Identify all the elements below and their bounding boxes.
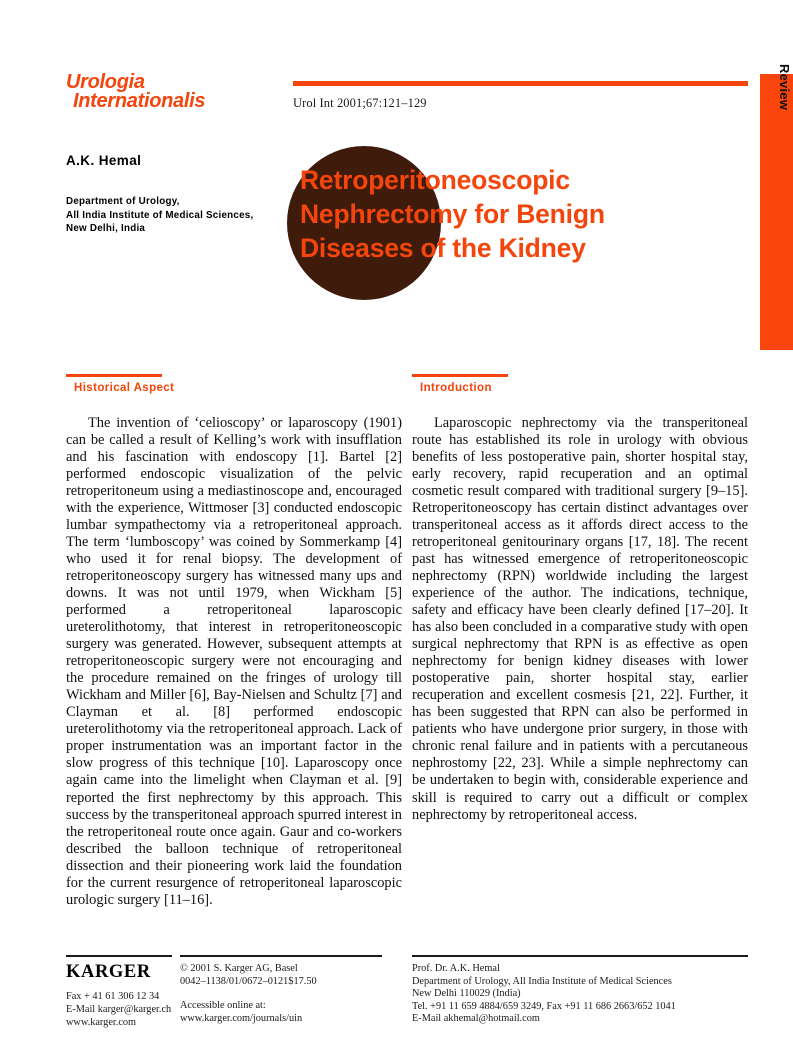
body-paragraph-introduction: Laparoscopic nephrectomy via the transperitoneal route has established its role in urology with obvious benefits of less postoperative pain, shorter hospital stay, early recovery, rapid recuperation and an optimal cosmetic result compared with traditional surgery [9–15]. Retroperitoneoscopy has certain distinct advantages over transperitoneal access as it affords direct access to the retroperitoneal genitourinary organs [17, 18]. The recent past has witnessed emergence of retroperitoneoscopic nephrectomy (RPN) worldwide including the largest experience of the author. The indications, technique, safety and efficacy have been clearly defined [17–20]. It has also been concluded in a comparative study with open surgical nephrectomy that RPN is as effective as open nephrectomy for benign kidney diseases with lower postoperative pain, shorter hospital stay, earlier recuperation and excellent cosmesis [21, 22]. Further, it has been suggested that RPN can also be performed in patients who have undergone prior surgery, in those with chronic renal failure and in patients with a percutaneous nephrostomy [22, 23]. While a simple nephrectomy can be undertaken to begin with, considerable experience and skill is required to carry out a difficult or complex nephrectomy by retroperitoneal access.	[412, 414, 748, 823]
article-title-line-1: Retroperitoneoscopic	[300, 165, 570, 195]
footer-rule-middle	[180, 955, 382, 957]
affiliation-line-2: All India Institute of Medical Sciences,	[66, 209, 254, 221]
publisher-contact	[66, 990, 171, 1029]
article-title-line-2: Nephrectomy for Benign	[300, 199, 605, 229]
header-rule	[293, 81, 748, 86]
online-access-label: Accessible online at:	[180, 1000, 266, 1011]
section-tab	[760, 64, 793, 350]
journal-logo-line2: Internationalis	[73, 90, 206, 112]
affiliation-line-3: New Delhi, India	[66, 223, 146, 234]
footer-rule-left	[66, 955, 172, 957]
corresponding-author-city: New Delhi 110029 (India)	[412, 988, 521, 1000]
article-title	[300, 163, 700, 265]
section-heading-historical-aspect: Historical Aspect	[74, 381, 175, 394]
footer-rule-right	[412, 955, 748, 957]
article-title-line-3: Diseases of the Kidney	[300, 233, 586, 263]
publisher-logo: KARGER	[66, 962, 151, 982]
section-heading-rule	[66, 374, 162, 377]
left-column	[66, 374, 402, 909]
corresponding-author-block	[412, 963, 676, 1026]
corresponding-author-phone: Tel. +91 11 659 4884/659 3249, Fax +91 11 686 2663/652 1041	[412, 1000, 676, 1012]
section-heading-rule	[412, 374, 508, 377]
author-affiliation	[66, 195, 253, 236]
section-tab-label: Review	[777, 64, 792, 111]
corresponding-author-department: Department of Urology, All India Institute of Medical Sciences	[412, 975, 672, 987]
journal-logo-line1: Urologia	[66, 71, 145, 93]
body-paragraph-historical-aspect: The invention of ‘celioscopy’ or laparoscopy (1901) can be called a result of Kelling’s work with insufflation and his fascination with endoscopy [1]. Bartel [2] performed endoscopic visualization of the pelvic retroperitoneum using a mediastinoscope and, encouraged with the experience, Wittmoser [3] conducted endoscopic lumbar sympathectomy via a retroperitoneal approach. The term ‘lumboscopy’ was coined by Sommerkamp [4] who used it for renal biopsy. The development of retroperitoneoscopy surgery has witnessed many ups and downs. It was not until 1979, when Wickham [5] performed a retroperitoneal laparoscopic ureterolithotomy, that interest in retroperitoneoscopic surgery was generated. However, subsequent attempts at retroperitoneoscopic surgery were not encouraging and the procedure remained on the fringes of urology till Wickham and Miller [6], Bay-Nielsen and Schultz [7] and Clayman et al. [8] performed endoscopic ureterolithotomy via the retroperitoneal approach. Lack of proper instrumentation was an important factor in the slow progress of this technique [10]. Laparoscopy once again came into the limelight when Clayman et al. [9] reported the first nephrectomy by this approach. This success by the transperitoneal approach spurred interest in the retroperitoneal route once again. Gaur and co-workers described the balloon technique of retroperitoneal dissection and their pioneering work laid the foundation for the current resurgence of retroperitoneal laparoscopic urologic surgery [11–16].	[66, 414, 402, 908]
publisher-email[interactable]: E-Mail karger@karger.ch	[66, 1004, 172, 1015]
online-access-block	[180, 1000, 302, 1025]
right-column	[412, 374, 748, 824]
section-heading-introduction: Introduction	[420, 381, 492, 394]
copyright-line: © 2001 S. Karger AG, Basel	[180, 963, 298, 974]
corresponding-author-email[interactable]: E-Mail akhemal@hotmail.com	[412, 1013, 540, 1025]
corresponding-author-name: Prof. Dr. A.K. Hemal	[412, 963, 500, 974]
issn-price-line: 0042–1138/01/0672–0121$17.50	[180, 975, 317, 987]
publisher-website[interactable]: www.karger.com	[66, 1017, 137, 1028]
affiliation-line-1: Department of Urology,	[66, 196, 180, 207]
journal-logo	[66, 73, 266, 111]
author-name: A.K. Hemal	[66, 153, 142, 168]
copyright-block	[180, 963, 317, 988]
publisher-fax: Fax + 41 61 306 12 34	[66, 991, 160, 1002]
citation-line: Urol Int 2001;67:121–129	[293, 96, 427, 110]
online-access-url[interactable]: www.karger.com/journals/uin	[180, 1012, 303, 1024]
